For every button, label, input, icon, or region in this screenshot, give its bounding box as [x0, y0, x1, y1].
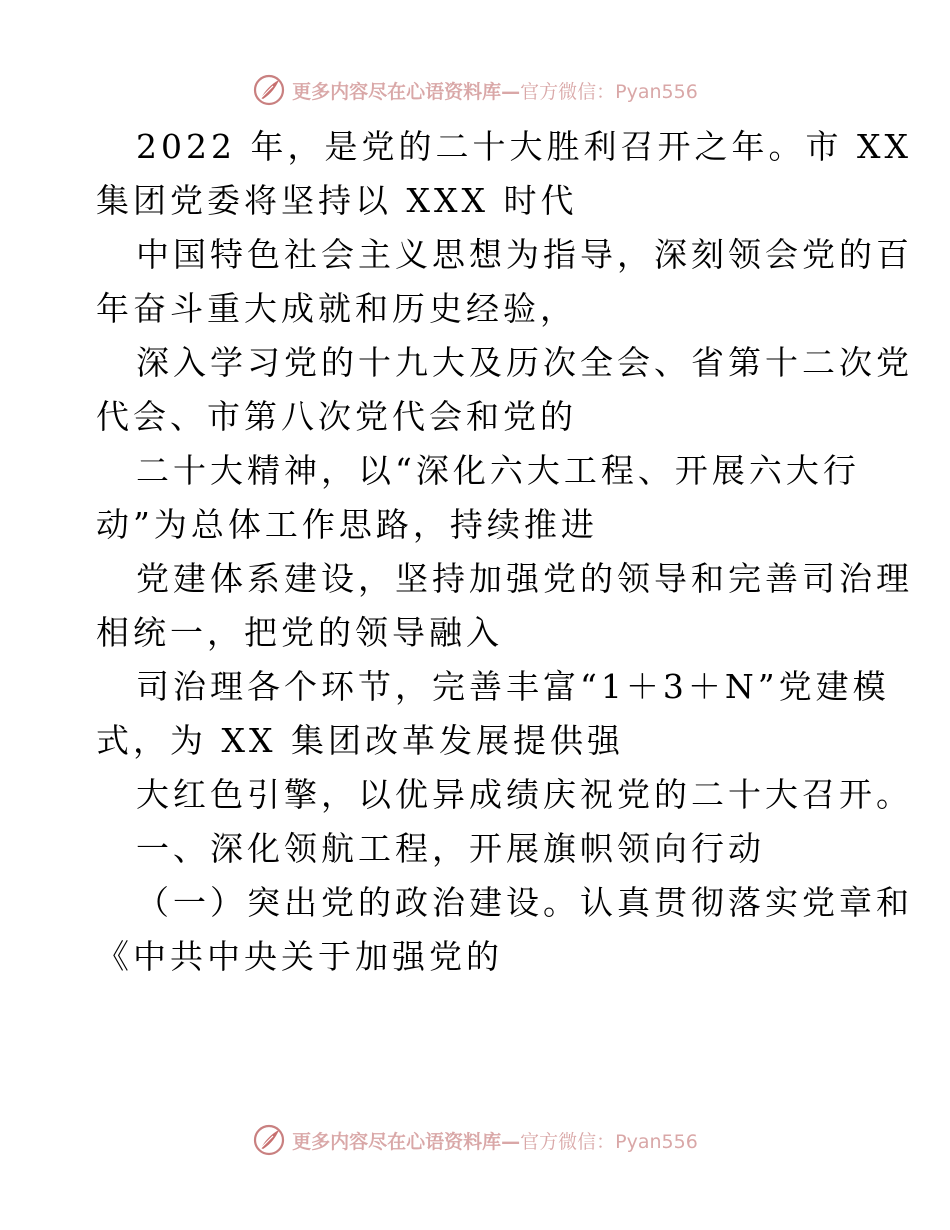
body-line: 党建体系建设，坚持加强党的领导和完善司治理: [136, 559, 913, 598]
document-body: [96, 120, 913, 984]
body-line: 式，为 XX 集团改革发展提供强: [96, 721, 624, 760]
body-line: 二十大精神，以“深化六大工程、开展六大行: [136, 451, 860, 490]
watermark-text: 更多内容尽在心语资料库—官方微信：Pyan556: [292, 80, 698, 103]
body-line: 《中共中央关于加强党的: [96, 937, 503, 976]
body-line: 深入学习党的十九大及历次全会、省第十二次党: [136, 343, 913, 382]
body-line: 大红色引擎，以优异成绩庆祝党的二十大召开。: [136, 775, 913, 814]
body-line: 动”为总体工作思路，持续推进: [96, 505, 598, 544]
feather-pen-logo-icon: [252, 73, 286, 107]
body-line: 中国特色社会主义思想为指导，深刻领会党的百: [136, 235, 913, 274]
body-line: 相统一，把党的领导融入: [96, 613, 503, 652]
body-line: 集团党委将坚持以 XXX 时代: [96, 181, 578, 220]
subsection-heading: （一）突出党的政治建设。认真贯彻落实党章和: [136, 883, 913, 922]
footer-watermark: [0, 1120, 950, 1160]
body-line: 年奋斗重大成就和历史经验，: [96, 289, 577, 328]
body-line: 司治理各个环节，完善丰富“1＋3＋N”党建模: [136, 667, 890, 706]
watermark-text: 更多内容尽在心语资料库—官方微信：Pyan556: [292, 1130, 698, 1153]
body-line: 代会、市第八次党代会和党的: [96, 397, 577, 436]
feather-pen-logo-icon: [252, 1123, 286, 1157]
section-heading: 一、深化领航工程，开展旗帜领向行动: [136, 829, 765, 868]
header-watermark: [0, 70, 950, 110]
body-line: 2022 年，是党的二十大胜利召开之年。市 XX: [136, 127, 912, 166]
